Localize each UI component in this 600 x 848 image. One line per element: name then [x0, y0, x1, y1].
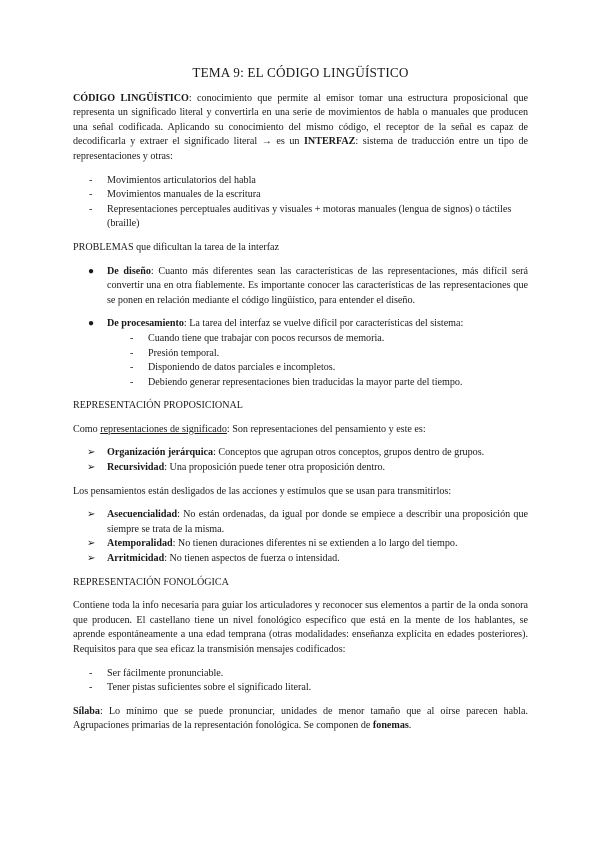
syllable-term-2: fonemas	[372, 720, 409, 732]
arrow-bullet-icon: ➢	[87, 509, 96, 521]
processing-text: : La tarea del interfaz se vuelve difícil por características del sistema:	[183, 318, 464, 330]
list-item: - Representaciones perceptuales auditivas y visuales + motoras manuales (lengua de signos) o táctiles (braille)	[73, 203, 528, 232]
list-item: - Movimientos manuales de la escritura	[73, 188, 528, 203]
list-item: - Disponiendo de datos parciales e incompletos.	[73, 361, 528, 376]
design-term: De diseño	[107, 265, 151, 277]
list-item	[73, 537, 528, 552]
item-text: : Conceptos que agrupan otros conceptos, grupos dentro de grupos.	[213, 447, 485, 459]
list-item: - Tener pistas suficientes sobre el significado literal.	[73, 681, 528, 696]
design-text: : Cuanto más diferentes sean las características de las representaciones, más difícil será convertir una en otra fiablemente. Es importante conocer las características de las representaciones que se ponen en relación mediante el código lingüístico, para entender el diseño.	[107, 265, 529, 306]
list-item	[73, 446, 528, 461]
syllable-paragraph	[73, 705, 528, 734]
problem-processing	[73, 317, 528, 332]
syllable-end: .	[408, 720, 412, 732]
item-text: : No tienen aspectos de fuerza o intensidad.	[164, 553, 340, 565]
page-title: TEMA 9: EL CÓDIGO LINGÜÍSTICO	[192, 65, 409, 80]
intro-term: CÓDIGO LINGÜÍSTICO	[73, 92, 189, 104]
propositional-list-2	[73, 508, 528, 566]
propositional-middle: Los pensamientos están desligados de las acciones y estímulos que se usan para transmitirlos:	[73, 485, 452, 497]
phonological-list	[73, 667, 528, 696]
processing-sublist	[73, 332, 528, 390]
item-text: : No tienen duraciones diferentes ni se extienden a lo largo del tiempo.	[172, 538, 458, 550]
list-item	[73, 552, 528, 567]
item-term: Atemporalidad	[107, 538, 173, 550]
list-item: - Debiendo generar representaciones bien traducidas la mayor parte del tiempo.	[73, 376, 528, 391]
processing-term: De procesamiento	[107, 318, 184, 330]
intro-term-2: INTERFAZ	[304, 136, 356, 148]
arrow-bullet-icon: ➢	[87, 553, 96, 565]
problems-heading: PROBLEMAS que dificultan la tarea de la interfaz	[73, 241, 280, 253]
lead-term: representaciones de significado	[100, 423, 227, 435]
bullet-dot-icon: ●	[88, 265, 95, 277]
phonological-paragraph: Contiene toda la info necesaria para guiar los articuladores y reconocer sus elementos a partir de la onda sonora que producen. El castellano tiene un nivel fonológico específico que está en la mente de los hablantes, se aprende espontáneamente a una edad temprana (otras modalidades: enseñanza explícita en edades posteriores). Requisitos para que sea eficaz la transmisión mensajes codificados:	[73, 600, 528, 655]
list-item: - Ser fácilmente pronunciable.	[73, 667, 528, 682]
item-term: Organización jerárquica	[107, 447, 214, 459]
item-term: Arritmicidad	[107, 553, 165, 565]
propositional-lead	[73, 423, 528, 438]
intro-text-1: : conocimiento que permite al emisor tomar una estructura proposicional que representa un significado literal y convertirla en una serie de movimientos de habla o manuales que producen una señal codificada. Aplicando su conocimiento del mismo código, el receptor de la señal es capaz de decodificarla y extraer el significado literal → es un	[73, 92, 528, 148]
bullet-dot-icon: ●	[88, 318, 95, 330]
arrow-bullet-icon: ➢	[87, 462, 96, 474]
list-item: - Presión temporal.	[73, 347, 528, 362]
document-page	[73, 66, 528, 734]
problem-design	[73, 265, 528, 309]
arrow-bullet-icon: ➢	[87, 447, 96, 459]
syllable-term: Sílaba	[73, 705, 100, 717]
list-item	[73, 461, 528, 476]
problems-list	[73, 265, 528, 332]
syllable-text: : Lo mínimo que se puede pronunciar, unidades de menor tamaño que al oírse parecen habla. Agrupaciones primarias de la representación fonológica. Se componen de	[73, 705, 528, 732]
item-term: Asecuencialidad	[107, 509, 178, 521]
arrow-bullet-icon: ➢	[87, 538, 96, 550]
phonological-heading: REPRESENTACIÓN FONOLÓGICA	[73, 576, 229, 588]
list-item	[73, 508, 528, 537]
lead-post: : Son representaciones del pensamiento y este es:	[226, 423, 426, 435]
item-term: Recursividad	[107, 462, 165, 474]
intro-paragraph	[73, 92, 528, 165]
list-item: - Cuando tiene que trabajar con pocos recursos de memoria.	[73, 332, 528, 347]
item-text: : Una proposición puede tener otra proposición dentro.	[164, 462, 386, 474]
list-item: - Movimientos articulatorios del habla	[73, 174, 528, 189]
item-text: : No están ordenadas, da igual por donde se empiece a describir una proposición que siempre se trata de la misma.	[107, 509, 528, 535]
intro-text-2: : sistema de traducción entre un tipo de representaciones y otras:	[73, 136, 528, 162]
lead-pre: Como	[73, 423, 101, 435]
propositional-heading: REPRESENTACIÓN PROPOSICIONAL	[73, 400, 243, 412]
intro-list	[73, 174, 528, 232]
propositional-list-1	[73, 446, 528, 475]
